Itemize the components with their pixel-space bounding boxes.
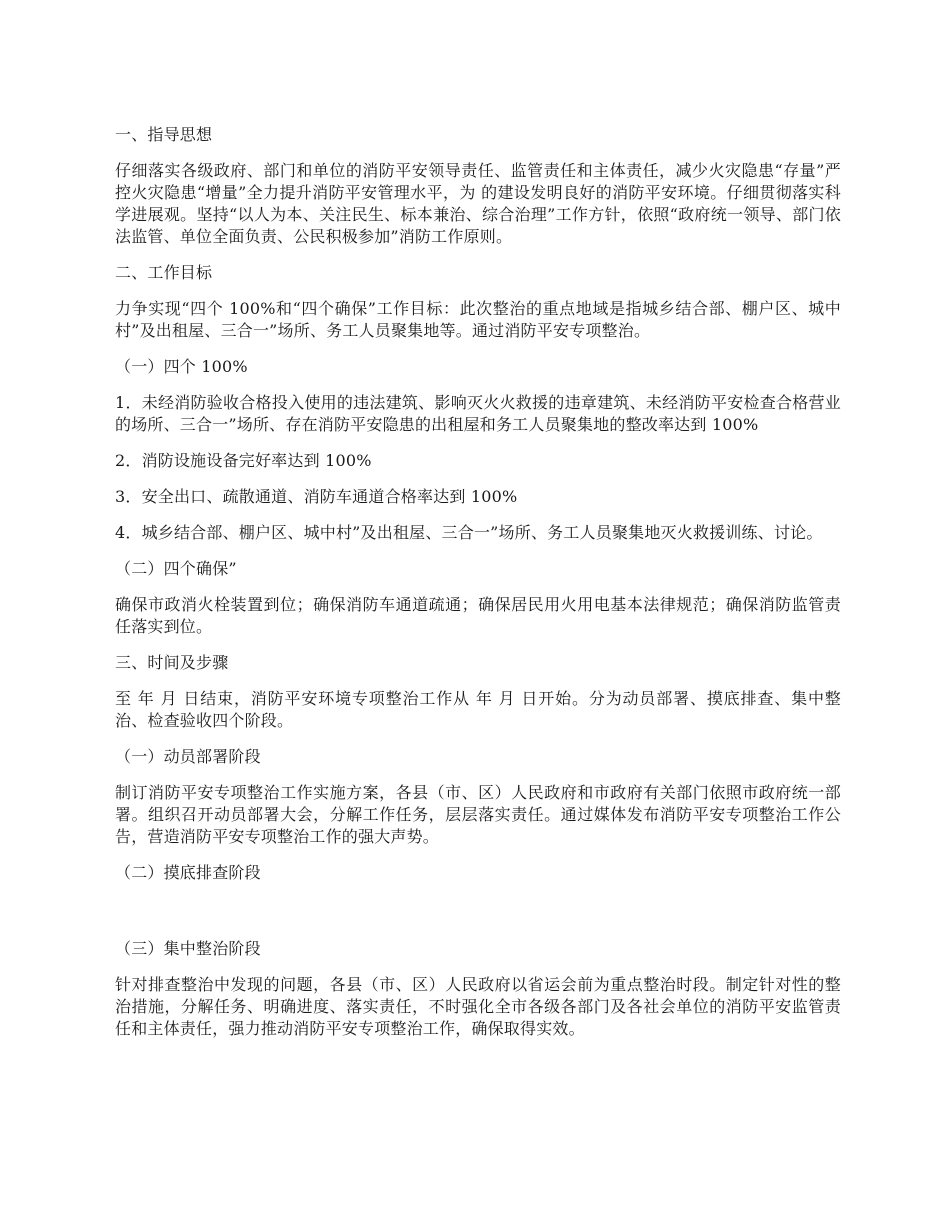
- section-heading-guiding-ideology: 一、指导思想: [115, 125, 213, 144]
- paragraph-mobilization: 制订消防平安专项整治工作实施方案，各县（市、区）人民政府和市政府有关部门依照市政府统一部署。组织召开动员部署大会，分解工作任务，层层落实责任。通过媒体发布消防平安专项整治工作公告，营造消防平安专项整治工作的强大声势。: [115, 783, 841, 846]
- paragraph-concentrated-rectification: 针对排查整治中发现的问题，各县（市、区）人民政府以省运会前为重点整治时段。制定针对性的整治措施，分解任务、明确进度、落实责任，不时强化全市各级各部门及各社会单位的消防平安监管责任和主体责任，强力推动消防平安专项整治工作，确保取得实效。: [115, 975, 841, 1038]
- section-heading-work-goals: 二、工作目标: [115, 263, 213, 282]
- paragraph-guiding-ideology: 仔细落实各级政府、部门和单位的消防平安领导责任、监管责任和主体责任，减少火灾隐患“存量”严控火灾隐患“增量”全力提升消防平安管理水平，为 的建设发明良好的消防平安环境。仔细贯彻落实科学进展观。坚持“以人为本、关注民生、标本兼治、综合治理”工作方针，依照“政府统一领导、部门依法监管、单位全面负责、公民积极参加”消防工作原则。: [115, 161, 841, 246]
- subheading-four-ensures: （二）四个确保”: [115, 559, 237, 578]
- paragraph-four-ensures: 确保市政消火栓装置到位；确保消防车通道疏通；确保居民用火用电基本法律规范；确保消防监管责任落实到位。: [115, 595, 841, 636]
- section-heading-time-steps: 三、时间及步骤: [115, 653, 229, 672]
- subheading-four-100: （一）四个 100%: [115, 357, 248, 376]
- list-item-2: 2．消防设施设备完好率达到 100%: [115, 451, 372, 470]
- subheading-concentrated-rectification: （三）集中整治阶段: [115, 939, 261, 958]
- subheading-mobilization: （一）动员部署阶段: [115, 747, 261, 766]
- subheading-investigation: （二）摸底排查阶段: [115, 863, 261, 882]
- paragraph-work-goals: 力争实现“四个 100%和“四个确保”工作目标：此次整治的重点地域是指城乡结合部、棚户区、城中村”及出租屋、三合一”场所、务工人员聚集地等。通过消防平安专项整治。: [115, 299, 841, 340]
- list-item-1: 1．未经消防验收合格投入使用的违法建筑、影响灭火火救援的违章建筑、未经消防平安检查合格营业的场所、三合一”场所、存在消防平安隐患的出租屋和务工人员聚集地的整改率达到 100%: [115, 393, 841, 434]
- list-item-4: 4．城乡结合部、棚户区、城中村”及出租屋、三合一”场所、务工人员聚集地灭火救援训练、讨论。: [115, 523, 823, 542]
- list-item-3: 3．安全出口、疏散通道、消防车通道合格率达到 100%: [115, 487, 518, 506]
- blank-space: [115, 898, 841, 938]
- paragraph-time-steps: 至 年 月 日结束，消防平安环境专项整治工作从 年 月 日开始。分为动员部署、摸底排查、集中整治、检查验收四个阶段。: [115, 689, 841, 730]
- document-body: [115, 124, 841, 1054]
